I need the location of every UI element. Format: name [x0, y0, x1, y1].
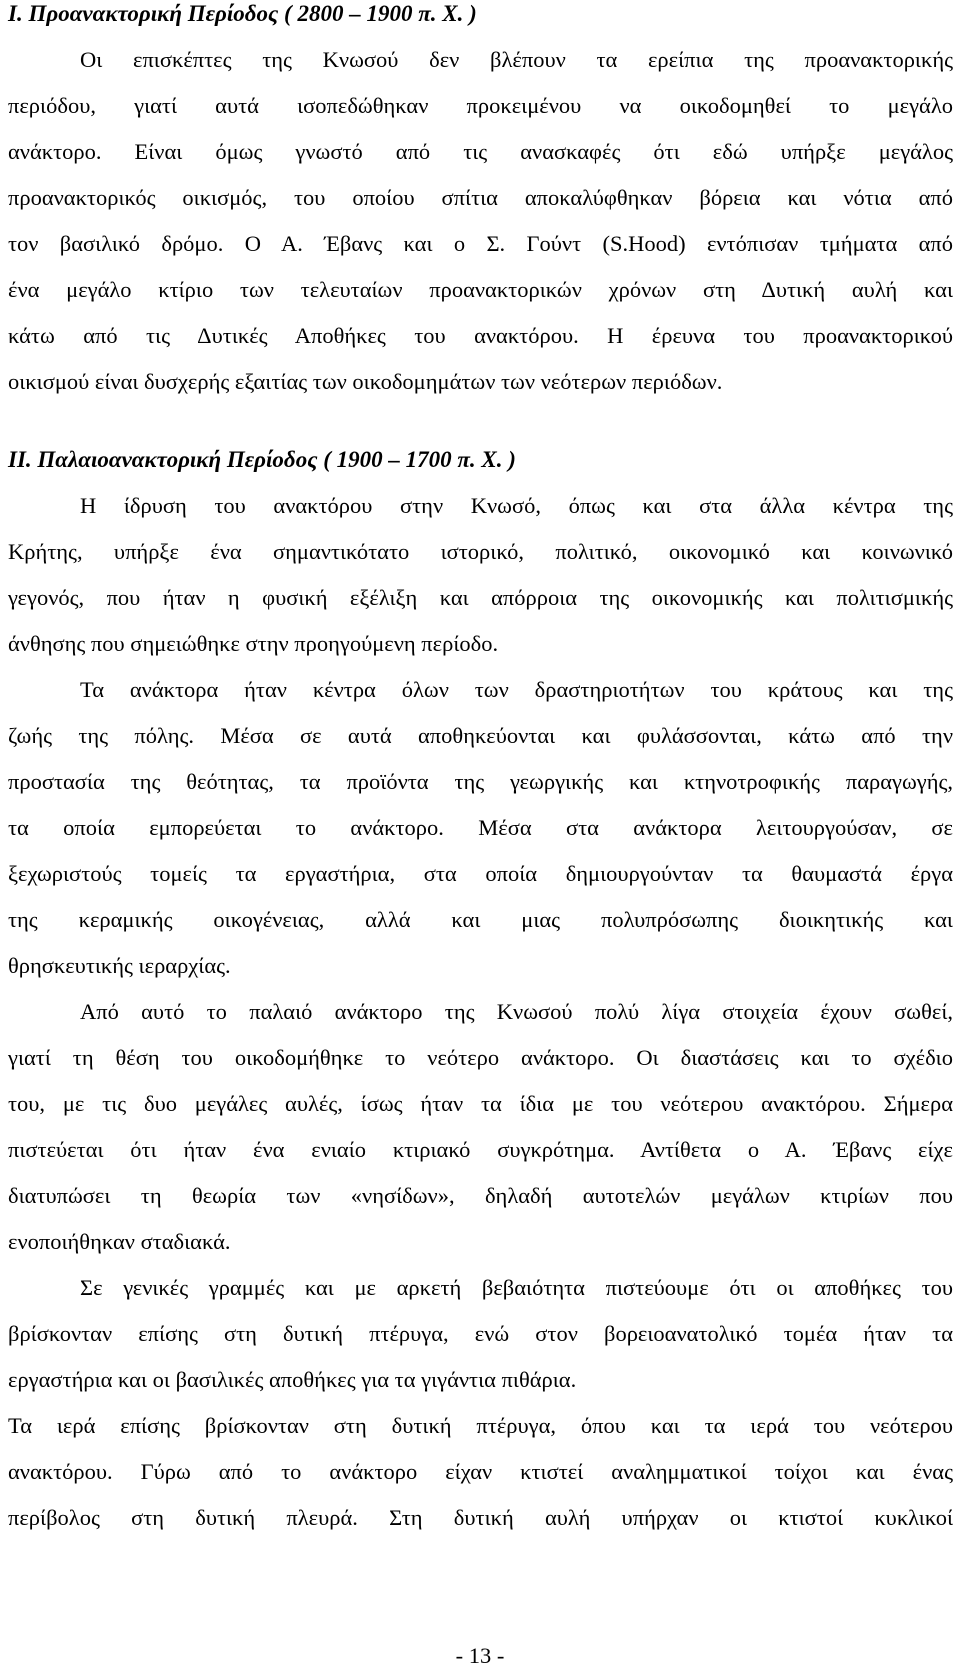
- text-line: Κρήτης, υπήρξε ένα σημαντικότατο ιστορικό, πολιτικό, οικονομικό και κοινωνικό: [8, 539, 953, 564]
- text-line: βρίσκονταν επίσης στη δυτική πτέρυγα, ενώ στον βορειοανατολικό τομέα ήταν τα: [8, 1321, 953, 1346]
- text-line: προανακτορικός οικισμός, του οποίου σπίτια αποκαλύφθηκαν βόρεια και νότια από: [8, 185, 953, 210]
- text-line: ενοποιήθηκαν σταδιακά.: [8, 1229, 231, 1254]
- text-line: ζωής της πόλης. Μέσα σε αυτά αποθηκεύονται και φυλάσσονται, κάτω από την: [8, 723, 953, 748]
- text-line: προστασία της θεότητας, τα προϊόντα της γεωργικής και κτηνοτροφικής παραγωγής,: [8, 769, 953, 794]
- text-line: ξεχωριστούς τομείς τα εργαστήρια, στα οποία δημιουργούνταν τα θαυμαστά έργα: [8, 861, 953, 886]
- text-line: θρησκευτικής ιεραρχίας.: [8, 953, 231, 978]
- text-line: γιατί τη θέση του οικοδομήθηκε το νεότερο ανάκτορο. Οι διαστάσεις και το σχέδιο: [8, 1045, 953, 1070]
- text-line: εργαστήρια και οι βασιλικές αποθήκες για τα γιγάντια πιθάρια.: [8, 1367, 577, 1392]
- section-heading-protopalatial: ΙΙ. Παλαιοανακτορική Περίοδος ( 1900 – 1700 π. Χ. ): [8, 447, 516, 472]
- text-line: περίβολος στη δυτική πλευρά. Στη δυτική αυλή υπήρχαν οι κτιστοί κυκλικοί: [8, 1505, 953, 1530]
- section-heading-prepalatial: Ι. Προανακτορική Περίοδος ( 2800 – 1900 π. Χ. ): [8, 1, 477, 26]
- text-line: του, με τις δυο μεγάλες αυλές, ίσως ήταν τα ίδια με του νεότερου ανακτόρου. Σήμερα: [8, 1091, 953, 1116]
- text-line: πιστεύεται ότι ήταν ένα ενιαίο κτιριακό συγκρότημα. Αντίθετα ο Α. Έβανς είχε: [8, 1137, 953, 1162]
- text-line: περιόδου, γιατί αυτά ισοπεδώθηκαν προκειμένου να οικοδομηθεί το μεγάλο: [8, 93, 953, 118]
- text-line: τον βασιλικό δρόμο. Ο Α. Έβανς και ο Σ. Γούντ (S.Hood) εντόπισαν τμήματα από: [8, 231, 953, 256]
- text-line: της κεραμικής οικογένειας, αλλά και μιας πολυπρόσωπης διοικητικής και: [8, 907, 953, 932]
- text-line: γεγονός, που ήταν η φυσική εξέλιξη και απόρροια της οικονομικής και πολιτισμικής: [8, 585, 953, 610]
- page-number: - 13 -: [455, 1643, 505, 1668]
- text-line: Τα ανάκτορα ήταν κέντρα όλων των δραστηριοτήτων του κράτους και της: [80, 677, 953, 702]
- text-line: Η ίδρυση του ανακτόρου στην Κνωσό, όπως και στα άλλα κέντρα της: [80, 493, 953, 518]
- text-line: ανάκτορο. Είναι όμως γνωστό από τις ανασκαφές ότι εδώ υπήρξε μεγάλος: [8, 139, 953, 164]
- text-line: οικισμού είναι δυσχερής εξαιτίας των οικοδομημάτων των νεότερων περιόδων.: [8, 369, 723, 394]
- text-line: Από αυτό το παλαιό ανάκτορο της Κνωσού πολύ λίγα στοιχεία έχουν σωθεί,: [80, 999, 953, 1024]
- text-line: ανακτόρου. Γύρω από το ανάκτορο είχαν κτιστεί αναλημματικοί τοίχοι και ένας: [8, 1459, 953, 1484]
- text-line: άνθησης που σημειώθηκε στην προηγούμενη περίοδο.: [8, 631, 499, 656]
- text-line: διατυπώσει τη θεωρία των «νησίδων», δηλαδή αυτοτελών μεγάλων κτιρίων που: [8, 1183, 953, 1208]
- text-line: Οι επισκέπτες της Κνωσού δεν βλέπουν τα ερείπια της προανακτορικής: [80, 47, 953, 72]
- text-line: τα οποία εμπορεύεται το ανάκτορο. Μέσα στα ανάκτορα λειτουργούσαν, σε: [8, 815, 953, 840]
- text-line: ένα μεγάλο κτίριο των τελευταίων προανακτορικών χρόνων στη Δυτική αυλή και: [8, 277, 953, 302]
- text-line: κάτω από τις Δυτικές Αποθήκες του ανακτόρου. Η έρευνα του προανακτορικού: [8, 323, 953, 348]
- text-line: Τα ιερά επίσης βρίσκονταν στη δυτική πτέρυγα, όπου και τα ιερά του νεότερου: [8, 1413, 953, 1438]
- text-line: Σε γενικές γραμμές και με αρκετή βεβαιότητα πιστεύουμε ότι οι αποθήκες του: [80, 1275, 953, 1300]
